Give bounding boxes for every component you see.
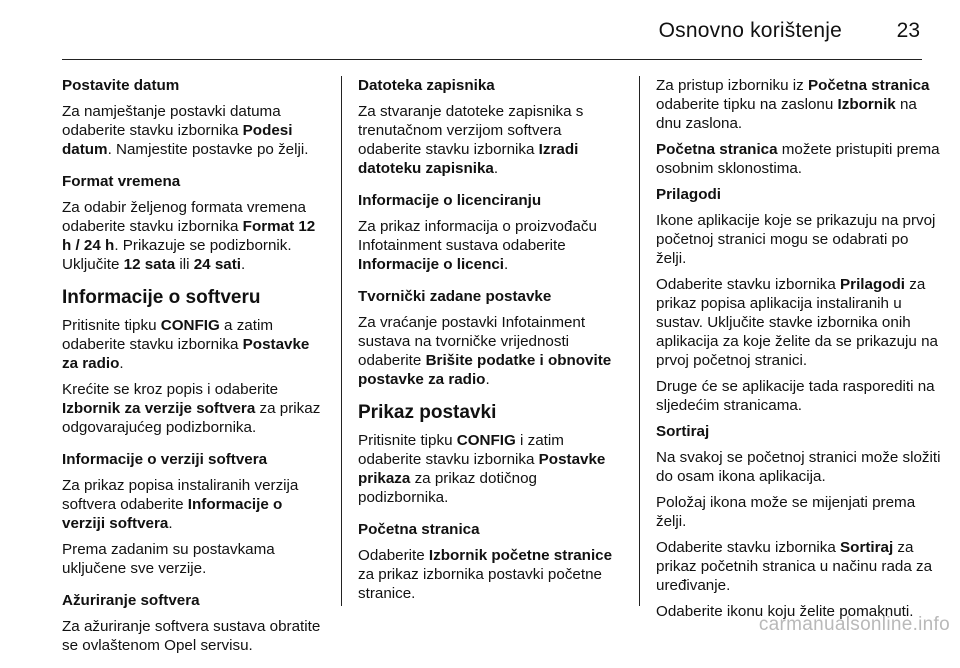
section-heading: Sortiraj bbox=[656, 423, 710, 440]
section-log-file bbox=[358, 76, 624, 178]
text: Pritisnite tipku bbox=[62, 317, 161, 334]
column-divider-1 bbox=[341, 76, 342, 606]
page-header bbox=[0, 0, 960, 60]
paragraph: Druge će se aplikacije tada rasporediti na sljedećim stranicama. bbox=[656, 378, 935, 414]
section-software-version-info bbox=[62, 450, 327, 578]
paragraph bbox=[358, 313, 624, 389]
menu-term: Format 12 h / 24 h bbox=[62, 218, 316, 254]
text: Krećite se kroz popis i odaberite bbox=[62, 381, 279, 398]
text: . bbox=[168, 515, 173, 532]
paragraph: Prema zadanim su postavkama uključene sve verzije. bbox=[62, 541, 275, 577]
menu-term: Postavke za radio bbox=[62, 336, 310, 372]
text: možete pristupiti prema osobnim sklonostima. bbox=[656, 141, 940, 177]
paragraph bbox=[656, 538, 942, 595]
section-software-info bbox=[62, 287, 327, 437]
paragraph: Odaberite ikonu koju želite pomaknuti. bbox=[656, 603, 914, 620]
text: za prikaz izbornika postavki početne stranice. bbox=[358, 566, 602, 602]
text: Pritisnite tipku bbox=[358, 432, 457, 449]
text: Odaberite stavku izbornika bbox=[656, 539, 841, 556]
text: . bbox=[493, 160, 499, 177]
text: a zatim odaberite stavku izbornika bbox=[62, 317, 273, 353]
text: . Namjestite postavke po želji. bbox=[107, 141, 309, 158]
column-3 bbox=[656, 76, 942, 634]
column-1 bbox=[62, 76, 327, 668]
text: i zatim odaberite stavku izbornika bbox=[358, 432, 564, 468]
paragraph bbox=[358, 102, 624, 178]
text: za prikaz dotičnog podizbornika. bbox=[358, 470, 537, 506]
text: Odaberite stavku izbornika bbox=[656, 276, 841, 293]
text: ili bbox=[175, 256, 194, 273]
text: Za pristup izborniku iz bbox=[656, 77, 808, 94]
text: . bbox=[504, 256, 509, 273]
text: . bbox=[485, 371, 490, 388]
menu-term: 12 sata bbox=[123, 256, 176, 273]
menu-term: Postavke prikaza bbox=[358, 451, 606, 487]
paragraph bbox=[62, 316, 327, 373]
text: . bbox=[241, 256, 246, 273]
text: Za prikaz popisa instaliranih verzija softvera odaberite bbox=[62, 477, 299, 513]
section-display-settings bbox=[358, 402, 624, 507]
paragraph bbox=[656, 140, 942, 178]
text: za prikaz odgovarajućeg podizbornika. bbox=[62, 400, 321, 436]
paragraph: Na svakoj se početnoj stranici može složiti do osam ikona aplikacija. bbox=[656, 449, 941, 485]
paragraph bbox=[358, 431, 624, 507]
paragraph bbox=[62, 380, 327, 437]
menu-term: Informacije o verziji softvera bbox=[62, 496, 283, 532]
page-title: Osnovno korištenje bbox=[658, 19, 842, 42]
text: . Prikazuje se podizbornik. Uključite bbox=[62, 237, 292, 273]
paragraph: Za ažuriranje softvera sustava obratite se ovlaštenom Opel servisu. bbox=[62, 618, 321, 654]
text: Za prikaz informacija o proizvođaču Infotainment sustava odaberite bbox=[358, 218, 597, 254]
menu-term: Izbornik za verzije softvera bbox=[62, 400, 256, 417]
paragraph: Položaj ikona može se mijenjati prema želji. bbox=[656, 494, 916, 530]
major-heading: Informacije o softveru bbox=[62, 287, 261, 308]
paragraph bbox=[656, 76, 942, 133]
menu-term: Početna stranica bbox=[807, 77, 930, 94]
text: Za stvaranje datoteke zapisnika s trenutačnom verzijom softvera odaberite stavku izbornika bbox=[358, 103, 584, 158]
section-heading: Datoteka zapisnika bbox=[358, 77, 495, 94]
text: Za namještanje postavki datuma odaberite stavku izbornika bbox=[62, 103, 281, 139]
major-heading: Prikaz postavki bbox=[358, 402, 497, 423]
header-divider bbox=[62, 59, 922, 60]
section-set-date bbox=[62, 76, 327, 159]
page-number: 23 bbox=[896, 19, 920, 42]
text: na dnu zaslona. bbox=[656, 96, 917, 132]
section-heading: Početna stranica bbox=[358, 521, 480, 538]
menu-term: Prilagodi bbox=[840, 276, 906, 293]
paragraph bbox=[656, 275, 942, 370]
menu-term: Izbornik početne stranice bbox=[428, 547, 613, 564]
section-heading: Tvornički zadane postavke bbox=[358, 288, 552, 305]
paragraph bbox=[62, 476, 327, 533]
section-home-page bbox=[358, 520, 624, 603]
section-software-update bbox=[62, 591, 327, 655]
menu-term: Početna stranica bbox=[656, 141, 778, 158]
section-heading: Format vremena bbox=[62, 173, 181, 190]
key-term: CONFIG bbox=[160, 317, 220, 334]
menu-term: Brišite podatke i obnovite postavke za radio bbox=[358, 352, 612, 388]
text: odaberite tipku na zaslonu bbox=[656, 96, 838, 113]
paragraph: Ikone aplikacije koje se prikazuju na prvoj početnoj stranici mogu se odabrati po želji. bbox=[656, 212, 936, 267]
menu-term: Podesi datum bbox=[62, 122, 293, 158]
paragraph bbox=[62, 102, 327, 159]
section-heading: Informacije o licenciranju bbox=[358, 192, 542, 209]
text: Za odabir željenog formata vremena odaberite stavku izbornika bbox=[62, 199, 306, 235]
section-heading: Ažuriranje softvera bbox=[62, 592, 200, 609]
section-sort bbox=[656, 422, 942, 621]
menu-term: Informacije o licenci bbox=[358, 256, 505, 273]
section-licensing-info bbox=[358, 191, 624, 274]
menu-term: 24 sati bbox=[193, 256, 241, 273]
column-2 bbox=[358, 76, 624, 616]
section-heading: Informacije o verziji softvera bbox=[62, 451, 268, 468]
section-factory-defaults bbox=[358, 287, 624, 389]
watermark-text: carmanualsonline.info bbox=[758, 614, 950, 635]
paragraph bbox=[358, 546, 624, 603]
text: Odaberite bbox=[358, 547, 429, 564]
menu-term: Izbornik bbox=[837, 96, 896, 113]
text: za prikaz početnih stranica u načinu rada za uređivanje. bbox=[656, 539, 933, 594]
section-time-format bbox=[62, 172, 327, 274]
section-customize bbox=[656, 185, 942, 415]
section-heading: Prilagodi bbox=[656, 186, 721, 203]
key-term: CONFIG bbox=[456, 432, 516, 449]
paragraph bbox=[358, 217, 624, 274]
paragraph bbox=[62, 198, 327, 274]
menu-term: Sortiraj bbox=[840, 539, 894, 556]
text: za prikaz popisa aplikacija instaliranih u sustav. Uključite stavke izbornika onih aplikacija za koje želite da se prikazuju na prvoj početnoj stranici. bbox=[656, 276, 938, 369]
column-divider-2 bbox=[639, 76, 640, 606]
text: . bbox=[119, 355, 124, 372]
menu-term: Izradi datoteku zapisnika bbox=[358, 141, 579, 177]
text: Za vraćanje postavki Infotainment sustava na tvorničke vrijednosti odaberite bbox=[358, 314, 586, 369]
section-heading: Postavite datum bbox=[62, 77, 180, 94]
